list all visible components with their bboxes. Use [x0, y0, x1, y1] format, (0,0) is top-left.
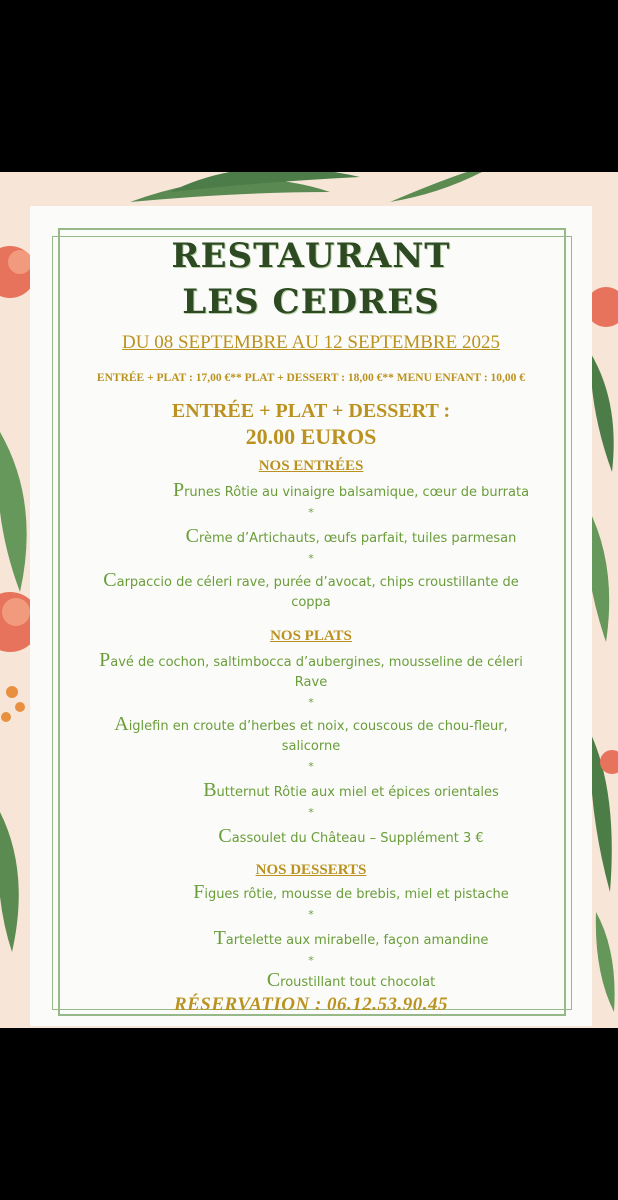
restaurant-name-line2: LES CEDRES	[182, 282, 440, 322]
section-plats: NOS PLATS	[270, 628, 352, 644]
dish-item: Butternut Rôtie aux miel et épices orientales	[203, 779, 499, 801]
dish-item: Carpaccio de céleri rave, purée d’avocat, chips croustillante de coppa	[103, 569, 519, 610]
menu-poster	[0, 172, 618, 1028]
reservation-phone: RÉSERVATION : 06.12.53.90.45	[173, 994, 449, 1015]
dish-item: Aiglefin en croute d’herbes et noix, couscous de chou-fleur, salicorne	[114, 713, 508, 754]
dish-item: Cassoulet du Château – Supplément 3 €	[218, 825, 484, 847]
dish-item: Prunes Rôtie au vinaigre balsamique, cœur de burrata	[172, 479, 530, 501]
date-range: DU 08 SEPTEMBRE AU 12 SEPTEMBRE 2025	[122, 332, 500, 353]
section-entrees: NOS ENTRÉES	[258, 458, 364, 474]
section-desserts: NOS DESSERTS	[255, 862, 367, 878]
separator: *	[308, 806, 314, 819]
separator: *	[308, 696, 314, 709]
restaurant-name-line1: RESTAURANT	[171, 236, 451, 276]
separator: *	[308, 552, 314, 565]
formula-label: ENTRÉE + PLAT + DESSERT :	[171, 400, 451, 422]
separator: *	[308, 908, 314, 921]
separator: *	[308, 506, 314, 519]
formula-price: 20.00 EUROS	[245, 424, 377, 449]
dish-item: Crème d’Artichauts, œufs parfait, tuiles parmesan	[185, 525, 517, 547]
price-list: ENTRÉE + PLAT : 17,00 €** PLAT + DESSERT : 18,00 €** MENU ENFANT : 10,00 €	[96, 372, 526, 384]
dish-item: Tartelette aux mirabelle, façon amandine	[213, 927, 489, 949]
separator: *	[308, 954, 314, 967]
dish-item: Pavé de cochon, saltimbocca d’aubergines, mousseline de céleri Rave	[99, 649, 523, 690]
menu-card	[30, 206, 592, 1026]
separator: *	[308, 760, 314, 773]
dish-item: Croustillant tout chocolat	[266, 969, 436, 991]
dish-item: Figues rôtie, mousse de brebis, miel et pistache	[193, 881, 509, 903]
